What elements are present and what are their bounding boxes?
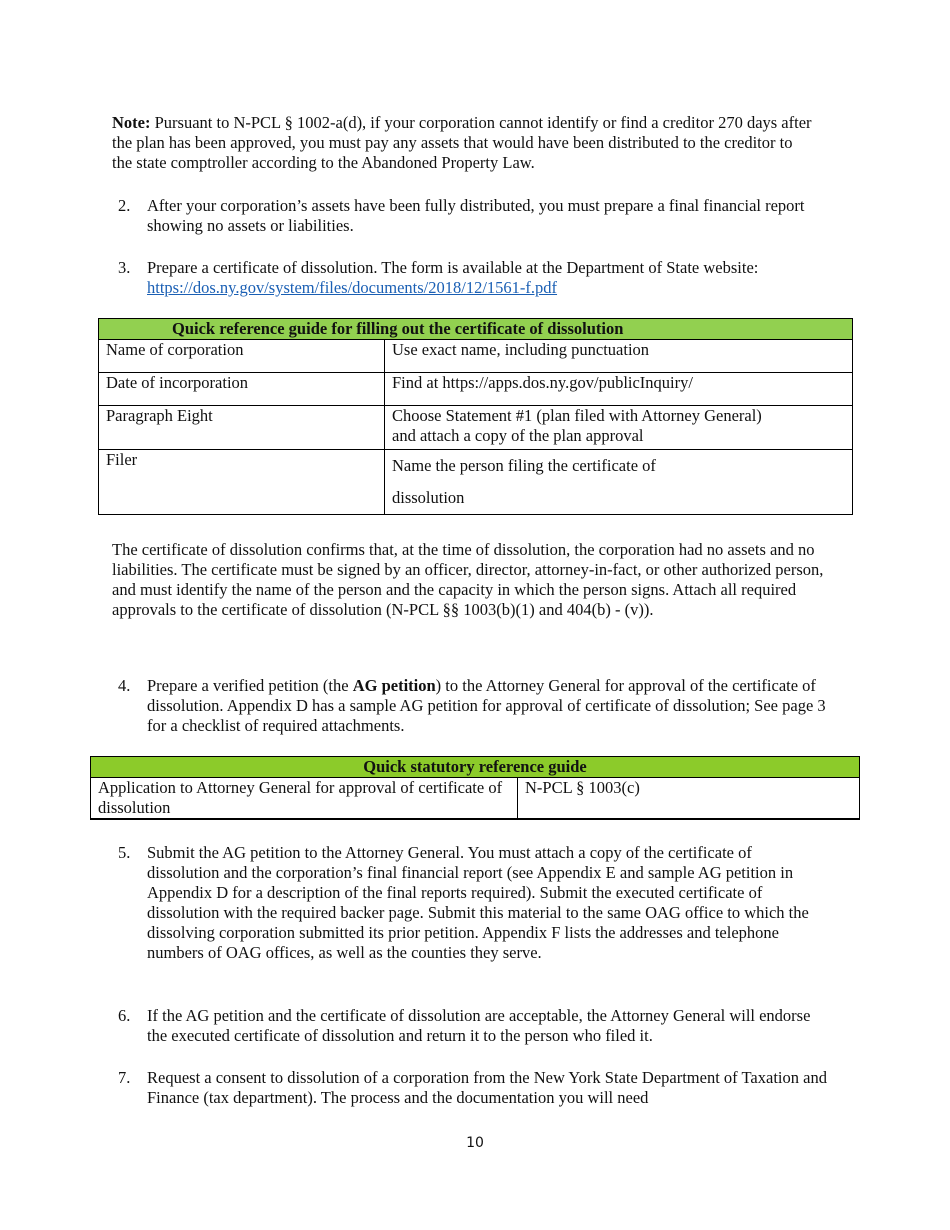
table-row — [99, 406, 853, 450]
list-number: 6. — [118, 1006, 131, 1025]
table-row — [99, 373, 853, 406]
list-text-post: ) to the Attorney General for approval of the certificate of dissolution. Appendix D has a sample AG petition for approval of certificate of dissolution; See page 3 for a checklist of required attachments. — [147, 676, 826, 735]
list-text — [147, 676, 827, 736]
list-text: After your corporation’s assets have been fully distributed, you must prepare a final financial report showing no assets or liabilities. — [147, 196, 805, 235]
list-number: 7. — [118, 1068, 131, 1087]
body-paragraph: The certificate of dissolution confirms that, at the time of dissolution, the corporation had no assets and no liabilities. The certificate must be signed by an officer, director, attorney-in-fact, or other authorized person, and must identify the name of the person and the capacity in which the person signs. Attach all required approvals to the certificate of dissolution (N-PCL §§ 1003(b)(1) and 404(b) - (v)). — [112, 540, 824, 619]
list-number: 5. — [118, 843, 131, 862]
list-text: Request a consent to dissolution of a corporation from the New York State Department of Taxation and Finance (tax department). The process and the documentation you will need — [147, 1068, 827, 1107]
table-cell: Find at https://apps.dos.ny.gov/publicInquiry/ — [385, 373, 853, 406]
certificate-reference-table — [98, 318, 853, 515]
list-text: If the AG petition and the certificate of dissolution are acceptable, the Attorney General will endorse the executed certificate of dissolution and return it to the person who filed it. — [147, 1006, 811, 1045]
table-row — [99, 450, 853, 515]
page-number: 10 — [466, 1135, 484, 1151]
table-cell: Application to Attorney General for approval of certificate of dissolution — [91, 778, 518, 820]
list-text-body: Prepare a certificate of dissolution. The form is available at the Department of State website: — [147, 258, 759, 277]
table-row — [91, 778, 860, 820]
statutory-reference-table — [90, 756, 860, 820]
note-label: Note: — [112, 113, 151, 132]
table-cell: Name the person filing the certificate of dissolution — [385, 450, 853, 515]
table-title: Quick reference guide for filling out the certificate of dissolution — [99, 319, 853, 340]
table-cell: Date of incorporation — [99, 373, 385, 406]
table-title: Quick statutory reference guide — [91, 757, 860, 778]
list-text — [147, 258, 827, 298]
table-cell: Filer — [99, 450, 385, 515]
list-number: 4. — [118, 676, 131, 695]
list-number: 3. — [118, 258, 131, 277]
table-row — [99, 340, 853, 373]
table-cell: Use exact name, including punctuation — [385, 340, 853, 373]
note-paragraph — [112, 113, 812, 173]
table-cell: Paragraph Eight — [99, 406, 385, 450]
dos-form-link[interactable]: https://dos.ny.gov/system/files/documents/2018/12/1561-f.pdf — [147, 278, 558, 297]
list-number: 2. — [118, 196, 131, 215]
table-cell: Choose Statement #1 (plan filed with Attorney General) and attach a copy of the plan approval — [385, 406, 853, 450]
table-cell: Name of corporation — [99, 340, 385, 373]
table-cell: N-PCL § 1003(c) — [518, 778, 860, 820]
list-text: Submit the AG petition to the Attorney General. You must attach a copy of the certificate of dissolution and the corporation’s final financial report (see Appendix E and sample AG petition in Appendix D for a description of the final reports required). Submit the executed certificate of dissolution with the required backer page. Submit this material to the same OAG office to which the dissolving corporation submitted its prior petition. Appendix F lists the addresses and telephone numbers of OAG offices, as well as the counties they serve. — [147, 843, 809, 962]
list-text-bold: AG petition — [352, 676, 436, 695]
note-text: Pursuant to N-PCL § 1002-a(d), if your corporation cannot identify or find a creditor 270 days after the plan has been approved, you must pay any assets that would have been distributed to the creditor to the state comptroller according to the Abandoned Property Law. — [112, 113, 812, 172]
list-text-pre: Prepare a verified petition (the — [147, 676, 353, 695]
